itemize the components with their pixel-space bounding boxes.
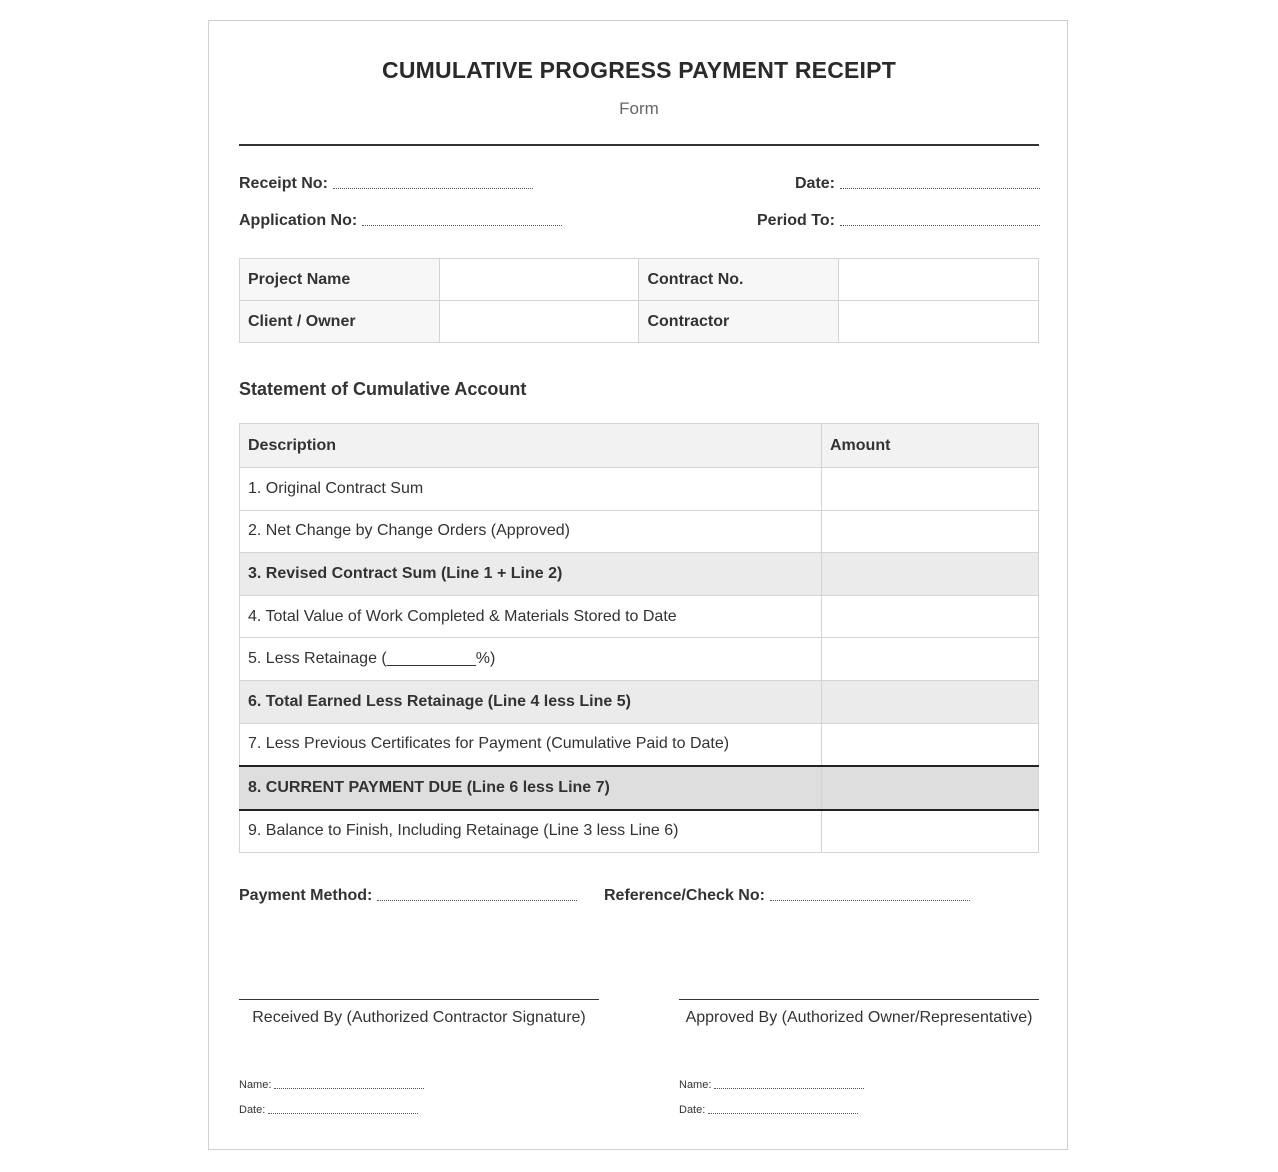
row-description: 8. CURRENT PAYMENT DUE (Line 6 less Line 7)	[240, 766, 822, 810]
row-amount[interactable]	[822, 553, 1039, 596]
project-info-table	[239, 258, 1039, 343]
header-divider	[239, 144, 1039, 146]
table-row	[240, 468, 1039, 511]
reference-check-field	[604, 887, 970, 905]
contract-no-label: Contract No.	[639, 259, 839, 301]
table-row	[240, 553, 1039, 596]
row-amount[interactable]	[822, 510, 1039, 553]
name-label: Name:	[679, 1079, 712, 1091]
table-row	[240, 595, 1039, 638]
owner-name-blank[interactable]	[714, 1088, 864, 1089]
table-row	[240, 638, 1039, 681]
row-amount[interactable]	[822, 810, 1039, 853]
period-to-blank[interactable]	[840, 225, 1040, 226]
amount-column-header: Amount	[822, 424, 1039, 468]
row-description: 4. Total Value of Work Completed & Materials Stored to Date	[240, 595, 822, 638]
date-label: Date:	[795, 175, 836, 192]
description-column-header: Description	[240, 424, 822, 468]
row-amount[interactable]	[822, 766, 1039, 810]
contractor-value[interactable]	[839, 301, 1039, 343]
contractor-date-blank[interactable]	[268, 1113, 418, 1114]
table-row	[240, 259, 1039, 301]
payment-method-blank[interactable]	[377, 900, 577, 901]
table-header-row	[240, 424, 1039, 468]
approved-by-caption: Approved By (Authorized Owner/Representative)	[685, 1009, 1033, 1026]
row-amount[interactable]	[822, 638, 1039, 681]
reference-check-blank[interactable]	[770, 900, 970, 901]
receipt-no-field	[239, 175, 533, 193]
row-amount[interactable]	[822, 723, 1039, 766]
row-description: 3. Revised Contract Sum (Line 1 + Line 2)	[240, 553, 822, 596]
contractor-label: Contractor	[639, 301, 839, 343]
current-payment-due-row	[240, 766, 1039, 810]
table-row	[240, 723, 1039, 766]
contract-no-value[interactable]	[839, 259, 1039, 301]
form-title: CUMULATIVE PROGRESS PAYMENT RECEIPT	[382, 57, 896, 83]
table-row	[240, 510, 1039, 553]
contractor-name-blank[interactable]	[274, 1088, 424, 1089]
contractor-date-field	[239, 1104, 418, 1116]
contractor-signature-line[interactable]	[239, 999, 599, 1000]
payment-method-field	[239, 887, 577, 905]
date-label: Date:	[239, 1104, 266, 1116]
row-description: 1. Original Contract Sum	[240, 468, 822, 511]
date-field	[795, 175, 1040, 193]
receipt-form-page	[208, 20, 1068, 1150]
project-name-value[interactable]	[439, 259, 639, 301]
receipt-no-label: Receipt No:	[239, 175, 328, 192]
application-no-field	[239, 212, 562, 230]
period-to-field	[757, 212, 1040, 230]
client-owner-label: Client / Owner	[240, 301, 440, 343]
table-row	[240, 810, 1039, 853]
row-description: 5. Less Retainage (__________%)	[240, 638, 822, 681]
period-to-label: Period To:	[757, 212, 835, 229]
application-no-label: Application No:	[239, 212, 358, 229]
row-description: 7. Less Previous Certificates for Payment (Cumulative Paid to Date)	[240, 723, 822, 766]
row-description: 6. Total Earned Less Retainage (Line 4 less Line 5)	[240, 680, 822, 723]
client-owner-value[interactable]	[439, 301, 639, 343]
table-row	[240, 680, 1039, 723]
owner-date-blank[interactable]	[708, 1113, 858, 1114]
row-amount[interactable]	[822, 680, 1039, 723]
row-description: 9. Balance to Finish, Including Retainage (Line 3 less Line 6)	[240, 810, 822, 853]
statement-table	[239, 423, 1039, 853]
table-row	[240, 301, 1039, 343]
row-amount[interactable]	[822, 595, 1039, 638]
form-subtitle: Form	[619, 99, 659, 118]
row-amount[interactable]	[822, 468, 1039, 511]
application-no-blank[interactable]	[362, 225, 562, 226]
owner-name-field	[679, 1079, 864, 1091]
payment-method-label: Payment Method:	[239, 887, 373, 904]
name-label: Name:	[239, 1079, 272, 1091]
received-by-caption: Received By (Authorized Contractor Signature)	[252, 1009, 586, 1026]
owner-date-field	[679, 1104, 858, 1116]
contractor-name-field	[239, 1079, 424, 1091]
date-blank[interactable]	[840, 188, 1040, 189]
project-name-label: Project Name	[240, 259, 440, 301]
receipt-no-blank[interactable]	[333, 188, 533, 189]
row-description: 2. Net Change by Change Orders (Approved)	[240, 510, 822, 553]
date-label: Date:	[679, 1104, 706, 1116]
owner-signature-line[interactable]	[679, 999, 1039, 1000]
reference-check-label: Reference/Check No:	[604, 887, 765, 904]
statement-section-title: Statement of Cumulative Account	[239, 379, 527, 399]
